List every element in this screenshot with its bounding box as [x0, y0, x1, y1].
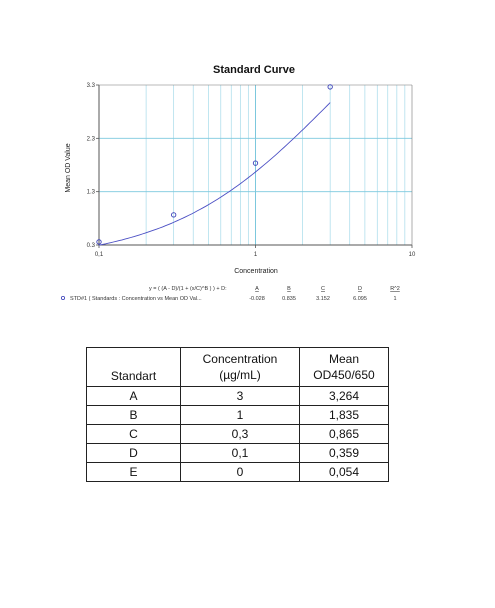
- legend-param-header: B: [287, 286, 291, 292]
- standards-table: [86, 347, 389, 482]
- y-axis-label: Mean OD Value: [65, 143, 72, 193]
- cell-mean-od: 0,865: [300, 425, 389, 444]
- legend-param-value: -0.028: [249, 296, 265, 302]
- cell-concentration: 3: [181, 387, 300, 406]
- cell-concentration: 0: [181, 463, 300, 482]
- cell-standard: E: [87, 463, 181, 482]
- legend-param-value: 3.152: [316, 296, 330, 302]
- chart-legend: [61, 286, 399, 302]
- y-tick-label: 0.3: [86, 243, 95, 249]
- cell-mean-od: 0,359: [300, 444, 389, 463]
- legend-param-value: 0.835: [282, 296, 296, 302]
- header-concentration-line2: (µg/mL): [219, 368, 261, 382]
- table-row: [87, 425, 389, 444]
- chart-title: Standard Curve: [213, 64, 295, 76]
- cell-mean-od: 0,054: [300, 463, 389, 482]
- legend-marker: [61, 296, 64, 299]
- table-row: [87, 387, 389, 406]
- cell-standard: A: [87, 387, 181, 406]
- x-tick-label: 0,1: [94, 252, 104, 258]
- table-header-row: [87, 348, 389, 387]
- cell-mean-od: 3,264: [300, 387, 389, 406]
- cell-standard: B: [87, 406, 181, 425]
- cell-mean-od: 1,835: [300, 406, 389, 425]
- header-mean-od: [300, 348, 389, 387]
- header-mean-od-line2: OD450/650: [313, 368, 375, 382]
- y-tick-label: 2.3: [86, 136, 95, 143]
- cell-concentration: 1: [181, 406, 300, 425]
- y-tick-label: 3.3: [86, 83, 95, 89]
- legend-param-value: 6.095: [353, 296, 367, 302]
- table-row: [87, 463, 389, 482]
- legend-param-header: D: [358, 286, 362, 292]
- header-standart-label: Standart: [110, 369, 157, 383]
- cell-standard: D: [87, 444, 181, 463]
- table-row: [87, 444, 389, 463]
- table-row: [87, 406, 389, 425]
- header-concentration-line1: Concentration: [202, 352, 278, 366]
- x-tick-label: 1: [253, 252, 258, 258]
- cell-concentration: 0,3: [181, 425, 300, 444]
- y-tick-label: 1.3: [86, 189, 95, 196]
- header-standart: [87, 348, 181, 387]
- legend-param-header: C: [321, 286, 325, 292]
- legend-param-header: R^2: [390, 286, 400, 292]
- cell-concentration: 0,1: [181, 444, 300, 463]
- legend-param-header: A: [255, 286, 259, 292]
- x-tick-label: 10: [408, 252, 416, 258]
- header-mean-od-line1: Mean: [328, 352, 360, 366]
- x-axis-label: Concentration: [234, 268, 278, 275]
- cell-standard: C: [87, 425, 181, 444]
- legend-param-value: 1: [393, 296, 397, 302]
- header-concentration: [181, 348, 300, 387]
- legend-equation: y = ( (A - D)/(1 + (x/C)^B ) ) + D:: [149, 286, 227, 292]
- legend-series-name: STD#1 ( Standards : Concentration vs Mean OD Val...: [70, 296, 202, 302]
